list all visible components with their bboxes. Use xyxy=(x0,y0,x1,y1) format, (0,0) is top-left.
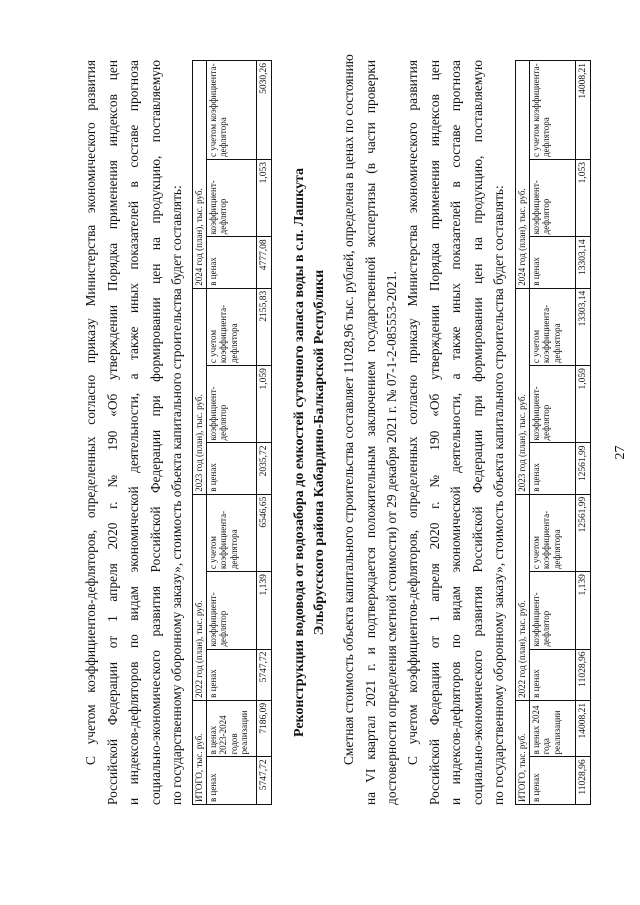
table-column-header: коэффициент-дефлятор xyxy=(206,366,256,443)
table-cell: 1,139 xyxy=(256,572,271,649)
table-column-header: в ценах 2023-2024 годов реализации xyxy=(206,700,256,757)
heading-line: Реконструкция водовода от водозабора до емкостей суточного запаса воды в с.п. Лашкута xyxy=(292,167,307,738)
table-column-header: в ценах xyxy=(529,757,575,805)
intro-paragraph xyxy=(80,60,188,805)
table-column-header: с учетом коэффициента-дефлятора xyxy=(529,61,575,160)
table-cell: 12561,99 xyxy=(575,494,590,571)
table-cell: 13303,14 xyxy=(575,237,590,288)
table-column-header: в ценах 2024 года реализации xyxy=(529,700,575,757)
table-group-header: ИТОГО, тыс. руб. xyxy=(193,700,207,804)
text-line: социально-экономического развития Российской Федерации при формировании цен на продукцию, поставляемую xyxy=(147,60,163,805)
text-line: и индексов-дефляторов по видам экономической деятельности, а также иных показателей в составе прогноза xyxy=(126,60,141,805)
text-line: Российской Федерации от 1 апреля 2020 г. № 190 «Об утверждении Порядка применения индексов цен xyxy=(426,60,442,805)
text-line: С учетом коэффициентов-дефляторов, определенных согласно приказу Министерства экономического развития xyxy=(405,60,420,765)
table-column-header: в ценах xyxy=(529,237,575,288)
table-column-header: в ценах xyxy=(206,757,256,805)
section-heading xyxy=(290,0,330,905)
table-column-header: в ценах xyxy=(206,237,256,288)
table-group-header: 2023 год (план), тыс. руб. xyxy=(516,288,530,494)
table-column-header: в ценах xyxy=(529,443,575,494)
table-cell: 5030,26 xyxy=(256,61,271,160)
table-group-header: 2024 год (план), тыс. руб. xyxy=(193,61,207,289)
table-group-header: ИТОГО, тыс. руб. xyxy=(516,700,530,804)
table-cell: 12561,99 xyxy=(575,443,590,494)
text-line: социально-экономического развития Российской Федерации при формировании цен на продукцию, поставляемую xyxy=(469,60,485,805)
table-cell: 2155,83 xyxy=(256,288,271,365)
table-cell: 2035,72 xyxy=(256,443,271,494)
table-column-header: с учетом коэффициента-дефлятора xyxy=(529,288,575,365)
table-group-header: 2023 год (план), тыс. руб. xyxy=(193,288,207,494)
text-line: Российской Федерации от 1 апреля 2020 г. № 190 «Об утверждении Порядка применения индексов цен xyxy=(104,60,120,805)
table-cell: 6546,65 xyxy=(256,494,271,571)
table-column-header: с учетом коэффициента-дефлятора xyxy=(529,494,575,571)
table-cell: 1,139 xyxy=(575,572,590,649)
text-line: С учетом коэффициентов-дефляторов, определенных согласно приказу Министерства экономического развития xyxy=(83,60,98,765)
table-column-header: коэффициент-дефлятор xyxy=(529,366,575,443)
table-group-header: 2022 год (план), тыс. руб. xyxy=(516,494,530,700)
table-column-header: коэффициент-дефлятор xyxy=(206,572,256,649)
table-cell: 11028,96 xyxy=(575,649,590,700)
table-column-header: коэффициент-дефлятор xyxy=(529,160,575,237)
text-line: на VI квартал 2021 г. и подтверждается положительным заключением государственной экспертизы (в части проверки xyxy=(362,60,378,805)
text-line: Сметная стоимость объекта капитального строительства составляет 11028,96 тыс. рублей, определена в ценах по состоянию xyxy=(341,54,356,765)
table-group-header: 2024 год (план), тыс. руб. xyxy=(516,61,530,289)
table-column-header: в ценах xyxy=(206,443,256,494)
cost-table-2 xyxy=(515,60,591,805)
text-line: по государственному оборонному заказу», стоимость объекта капитального строительства будет составлять: xyxy=(491,185,506,805)
table-column-header: коэффициент-дефлятор xyxy=(206,160,256,237)
deflator-paragraph xyxy=(402,60,510,805)
table-cell: 1,059 xyxy=(256,366,271,443)
heading-line: Эльбрусского района Кабардино-Балкарской Республики xyxy=(312,269,327,636)
table-column-header: коэффициент-дефлятор xyxy=(529,572,575,649)
table-column-header: в ценах xyxy=(529,649,575,700)
table-column-header: с учетом коэффициента-дефлятора xyxy=(206,494,256,571)
table-cell: 4777,08 xyxy=(256,237,271,288)
table-cell: 1,059 xyxy=(575,366,590,443)
table-cell: 7186,09 xyxy=(256,700,271,757)
table-cell: 14008,21 xyxy=(575,61,590,160)
table-column-header: с учетом коэффициента-дефлятора xyxy=(206,288,256,365)
table-column-header: в ценах xyxy=(206,649,256,700)
table-cell: 13303,14 xyxy=(575,288,590,365)
table-cell: 5747,72 xyxy=(256,757,271,805)
text-line: достоверности определения сметной стоимости) от 29 декабря 2021 г. № 07-1-2-085553-2021. xyxy=(384,271,399,805)
estimate-paragraph xyxy=(338,54,403,805)
page-number: 27 xyxy=(613,445,628,460)
text-line: по государственному оборонному заказу», стоимость объекта капитального строительства будет составлять: xyxy=(169,185,184,805)
cost-table-1 xyxy=(192,60,272,805)
table-cell: 14008,21 xyxy=(575,700,590,757)
text-line: и индексов-дефляторов по видам экономической деятельности, а также иных показателей в составе прогноза xyxy=(448,60,463,805)
table-column-header: с учетом коэффициента-дефлятора xyxy=(206,61,256,160)
table-cell: 1,053 xyxy=(575,160,590,237)
table-cell: 5747,72 xyxy=(256,649,271,700)
table-cell: 1,053 xyxy=(256,160,271,237)
table-group-header: 2022 год (план), тыс. руб. xyxy=(193,494,207,700)
table-cell: 11028,96 xyxy=(575,757,590,805)
